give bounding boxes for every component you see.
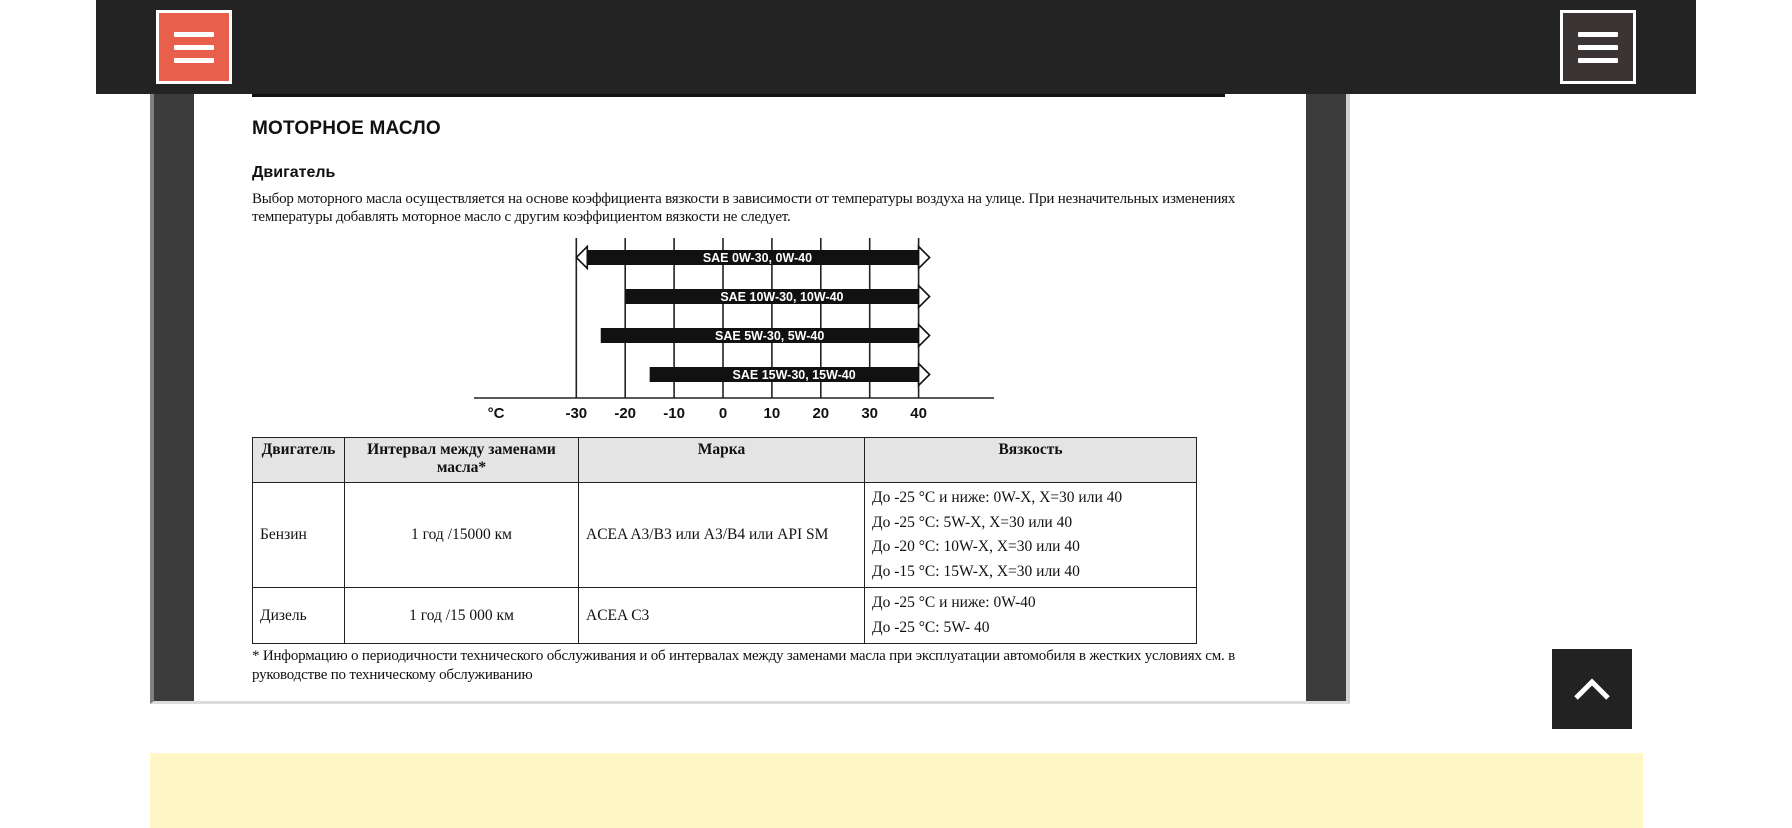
tick-label: -10 — [663, 405, 685, 422]
viscosity-line: До -25 °C и ниже: 0W-40 — [872, 594, 1036, 611]
tick-label: 40 — [910, 405, 927, 422]
left-menu-button[interactable] — [156, 10, 232, 84]
range-arrow-right — [919, 247, 930, 269]
table-header-row — [253, 438, 1197, 483]
viscosity-line: До -15 °C: 15W-X, X=30 или 40 — [872, 562, 1080, 580]
tick-label: 10 — [763, 405, 781, 422]
tick-label: 20 — [812, 405, 830, 422]
viscosity-line: До -25 °C: 5W- 40 — [872, 618, 990, 636]
cell-viscosity — [865, 588, 1197, 644]
cell-engine: Бензин — [253, 483, 345, 588]
page-title: МОТОРНОЕ МАСЛО — [252, 118, 441, 139]
hamburger-icon-line — [1578, 58, 1618, 63]
table-row — [253, 588, 1197, 644]
tick-label: -30 — [565, 405, 588, 422]
section-heading: Двигатель — [252, 164, 336, 181]
intro-paragraph: Выбор моторного масла осуществляется на основе коэффициента вязкости в зависимости от температуры воздуха на улице. При незначительных изменениях температуры добавлять моторное масло с другим коэффициентом вязкости не следует. — [252, 191, 1236, 225]
range-arrow-right — [919, 286, 930, 308]
chevron-up-icon — [1572, 676, 1612, 702]
cell-brand: ACEA A3/B3 или A3/B4 или API SM — [579, 483, 865, 588]
range-arrow-right — [919, 364, 930, 386]
footnote: * Информацию о периодичности технического обслуживания и об интервалах между заменами масла при эксплуатации автомобиля в жестких условиях см. в руководстве по техническому обслуживанию — [252, 648, 1236, 683]
viscosity-line: До -25 °C и ниже: 0W-X, X=30 или 40 — [872, 489, 1123, 506]
tick-label: -20 — [614, 405, 637, 422]
header-interval: Интервал между заменами масла* — [345, 438, 579, 483]
hamburger-icon — [1578, 32, 1618, 37]
notice-band — [150, 753, 1643, 828]
range-label: SAE 5W-30, 5W-40 — [715, 329, 825, 343]
range-label: SAE 15W-30, 15W-40 — [732, 368, 856, 382]
hamburger-icon — [174, 32, 214, 37]
tick-label: 0 — [718, 405, 728, 422]
cell-interval: 1 год /15000 км — [345, 483, 579, 588]
axis-unit-label: °C — [487, 405, 505, 422]
viscosity-line: До -25 °C: 5W-X, X=30 или 40 — [872, 513, 1073, 531]
header-brand: Марка — [579, 438, 865, 483]
oil-spec-table — [252, 437, 1197, 644]
scroll-to-top-button[interactable] — [1552, 649, 1632, 729]
cell-engine: Дизель — [253, 588, 345, 644]
cell-viscosity — [865, 483, 1197, 588]
table-row — [253, 483, 1197, 588]
range-label: SAE 10W-30, 10W-40 — [720, 290, 844, 304]
header-engine: Двигатель — [253, 438, 345, 483]
hamburger-icon-line — [174, 45, 214, 50]
viscosity-line: До -20 °C: 10W-X, X=30 или 40 — [872, 538, 1080, 555]
range-arrow-right — [919, 325, 930, 347]
viscosity-chart — [474, 238, 1004, 423]
document-page — [194, 94, 1306, 701]
hamburger-icon-line — [174, 58, 214, 63]
hamburger-icon-line — [1578, 45, 1618, 50]
page-divider — [252, 94, 1225, 97]
cell-brand: ACEA C3 — [579, 588, 865, 644]
cell-interval: 1 год /15 000 км — [345, 588, 579, 644]
tick-label: 30 — [861, 405, 879, 422]
range-arrow-left — [576, 247, 587, 269]
header-viscosity: Вязкость — [865, 438, 1197, 483]
top-bar — [96, 0, 1696, 94]
right-menu-button[interactable] — [1560, 10, 1636, 84]
range-label: SAE 0W-30, 0W-40 — [702, 251, 813, 265]
